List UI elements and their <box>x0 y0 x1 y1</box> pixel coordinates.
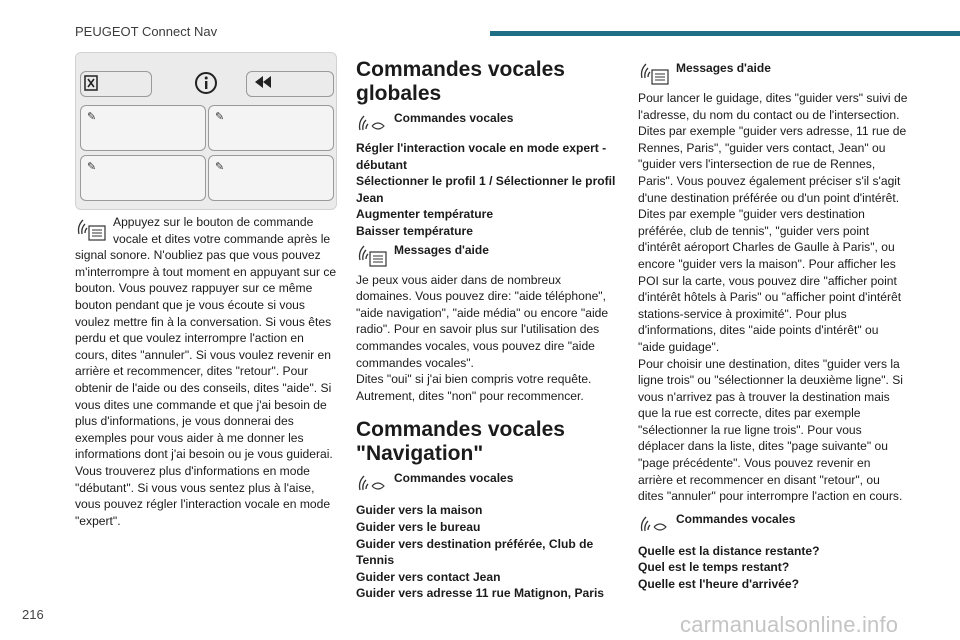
help-paragraph: Pour lancer le guidage, dites "guider vers" suivi de l'adresse, du nom du contact ou de l'intersection. Dites par exemple "guider vers adresse, 11 rue de Rennes, Paris", "guider vers contact, Jean" ou "guider vers l'intersection de rue de Rennes, Paris". Vous pouvez également préciser s'il s'agit d'une destination préférée ou d'un point d'intérêt. Dites par exemple "guider vers destination préférée, club de tennis", "guider vers point d'intérêt aéroport Charles de Gaulle à Paris", ou encore "guider vers la maison". Pour afficher les POI sur la carte, vous pouvez dire "afficher point d'intérêt hôtels à Paris" ou "afficher point d'intérêt stations-service à proximité". Pour plus d'informations, dites "aide points d'intérêt" ou "aide guidage". <box>638 91 908 354</box>
voice-commands-heading <box>356 108 618 136</box>
list-item: Guider vers la maison <box>356 503 483 518</box>
navigation-commands-list <box>356 502 618 602</box>
voice-command-illustration <box>75 52 337 210</box>
header-accent-bar <box>490 31 960 36</box>
trip-info-commands-list <box>638 543 908 593</box>
voice-command-icon <box>356 468 390 496</box>
watermark: carmanualsonline.info <box>680 612 899 637</box>
list-item: Quelle est l'heure d'arrivée? <box>638 577 800 592</box>
voice-command-icon <box>356 108 390 136</box>
list-item: Guider vers destination préférée, Club de Tennis <box>356 536 594 568</box>
panel-button-4 <box>208 155 334 201</box>
panel-top-button-left <box>80 71 152 97</box>
help-paragraph: Je peux vous aider dans de nombreux domaines. Vous pouvez dire: "aide téléphone", "aide navigation", "aide média" ou encore "aide radio". Pour en savoir plus sur l'utilisation des commandes vocales, vous pouvez dire "aide commandes vocales". <box>356 272 609 370</box>
voice-commands-heading <box>638 509 908 537</box>
voice-command-icon <box>638 509 672 537</box>
section-heading-navigation: Commandes vocales "Navigation" <box>356 418 565 466</box>
help-messages-label: Messages d'aide <box>676 61 771 75</box>
list-item: Guider vers contact Jean <box>356 569 501 584</box>
help-messages-heading <box>638 58 908 86</box>
panel-button-2 <box>208 105 334 151</box>
global-commands-list <box>356 140 618 240</box>
help-messages-label: Messages d'aide <box>394 242 489 257</box>
voice-commands-label: Commandes vocales <box>676 511 796 526</box>
list-item: Guider vers le bureau <box>356 519 481 534</box>
voice-commands-heading <box>356 468 618 496</box>
intro-paragraph: Appuyez sur le bouton de commande vocale et dites votre commande après le signal sonore. N'oubliez pas que vous pouvez m'interrompre à tout moment en appuyant sur ce bouton. Vous pouvez rappuyer sur ce même bouton pendant que je vous écoute si vous voulez mettre fin à la conversation. Si vous êtes perdu et que voulez interrompre l'action en cours, dites "annuler". Si vous voulez revenir en arrière et recommencer, dites "retour". Pour obtenir de l'aide ou des conseils, dites "aide". Si vous dites une commande et que j'ai besoin de plus d'informations, je vous donnerai des exemples pour vous aider à me donner les informations dont j'ai besoin ou je vous guiderai. Vous trouverez plus d'informations en mode "débutant". Si vous vous sentez plus à l'aise, vous pouvez régler l'interaction vocale en mode "expert". <box>75 215 337 528</box>
help-paragraph: Dites "oui" si j'ai bien compris votre requête. Autrement, dites "non" pour recommencer. <box>356 372 592 403</box>
help-paragraph: Pour choisir une destination, dites "guider vers la ligne trois" ou "sélectionner la deuxième ligne". Si vous n'arrivez pas à trouver la destination mais que la rue est correcte, dites par exemple "sélectionner la rue ligne trois". Pour vous déplacer dans la liste, dites "page suivante" ou "page précédente". Vous pouvez revenir en arrière et recommencer en disant "retour", ou dites "annuler" pour interrompre l'action en cours. <box>638 356 903 504</box>
list-item: Régler l'interaction vocale en mode expert - débutant <box>356 141 607 172</box>
list-item: Sélectionner le profil 1 / Sélectionner le profil Jean <box>356 174 616 205</box>
page-number: 216 <box>22 607 44 622</box>
voice-commands-label: Commandes vocales <box>394 111 514 125</box>
list-item: Quel est le temps restant? <box>638 560 790 575</box>
list-item: Augmenter température <box>356 207 494 222</box>
pen-icon: ✎ <box>87 161 97 173</box>
info-icon <box>194 71 218 100</box>
panel-button-1 <box>80 105 206 151</box>
pen-icon: ✎ <box>215 111 225 123</box>
voice-commands-label: Commandes vocales <box>394 471 514 486</box>
list-item: Guider vers adresse 11 rue Matignon, Paris <box>356 586 605 601</box>
voice-command-icon <box>75 214 109 247</box>
voice-command-icon <box>356 240 390 268</box>
right-column <box>638 58 908 593</box>
list-item: Baisser température <box>356 223 473 238</box>
middle-column <box>356 58 618 602</box>
help-messages-heading <box>356 240 618 268</box>
list-item: Quelle est la distance restante? <box>638 543 820 558</box>
panel-top-button-right <box>246 71 334 97</box>
section-heading-global: Commandes vocales globales <box>356 58 565 105</box>
left-column <box>75 214 337 529</box>
running-header: PEUGEOT Connect Nav <box>75 24 218 39</box>
pen-icon: ✎ <box>87 111 97 123</box>
voice-command-icon <box>638 58 672 86</box>
panel-button-3 <box>80 155 206 201</box>
pen-icon: ✎ <box>215 161 225 173</box>
